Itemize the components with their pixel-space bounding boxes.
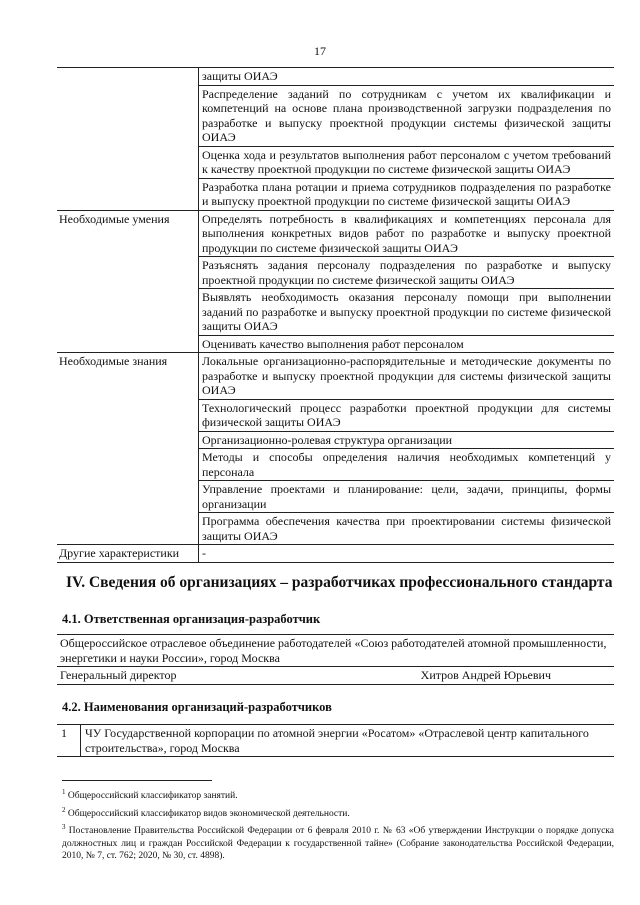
group-label: Необходимые знания bbox=[57, 353, 199, 544]
footnote: $^3$ Постановление Правительства Российской Федерации от 6 февраля 2010 г. № 63 «Об утверждении Инструкции о порядке допуска должностных лиц и граждан Российской Федерации к государственной тайне» (Собрание законодательства Российской Федерации, 2010, № 7, ст. 762; 2020, № 30, ст. 4898). bbox=[62, 823, 614, 862]
director-role: Генеральный директор bbox=[60, 668, 177, 682]
group-label: Другие характеристики bbox=[57, 545, 199, 562]
table-cell: Управление проектами и планирование: цели, задачи, принципы, формы организации bbox=[199, 480, 614, 512]
table-cell: Оценка хода и результатов выполнения работ персоналом с учетом требований к качеству проектной продукции по системе физической защиты ОИАЭ bbox=[199, 146, 614, 178]
section-title: IV. Сведения об организациях – разработчиках профессионального стандарта bbox=[66, 574, 613, 591]
footnote-mark: 1 bbox=[62, 788, 66, 796]
table-cell: Разработка плана ротации и приема сотрудников подразделения по разработке и выпуску проектной продукции по системе физической защиты ОИАЭ bbox=[199, 178, 614, 210]
footnote-mark: 3 bbox=[62, 823, 66, 832]
footnote-mark: 2 bbox=[62, 805, 66, 814]
footnote: $^2$ Общероссийский классификатор видов экономической деятельности. bbox=[62, 805, 350, 819]
table-cell: Локальные организационно-распорядительные и методические документы по разработке и выпуску проектной продукции для системы физической защиты ОИАЭ bbox=[202, 354, 611, 397]
table-cell: Оценивать качество выполнения работ персоналом bbox=[199, 335, 614, 353]
row-number: 1 bbox=[57, 725, 81, 756]
director-row bbox=[57, 666, 614, 684]
table-cell: Распределение заданий по сотрудникам с учетом их квалификации и компетенций на основе плана производственной загрузки подразделения по разработке и выпуску проектной продукции системы физической защиты ОИАЭ bbox=[199, 85, 614, 146]
footnote: $^1$ Общероссийский классификатор занятий. bbox=[62, 788, 238, 802]
page-number: 17 bbox=[314, 44, 326, 58]
table-cell: Программа обеспечения качества при проектировании системы физической защиты ОИАЭ bbox=[199, 512, 614, 544]
org-name: Общероссийское отраслевое объединение работодателей «Союз работодателей атомной промышленности, энергетики и науки России», город Москва bbox=[60, 636, 607, 665]
developer-orgs-table bbox=[57, 724, 614, 757]
table-group-other bbox=[57, 544, 614, 562]
group-label: Необходимые умения bbox=[57, 211, 199, 353]
director-name: Хитров Андрей Юрьевич bbox=[420, 668, 551, 682]
table-cell: Организационно-ролевая структура организации bbox=[199, 431, 614, 449]
table-group-skills bbox=[57, 210, 614, 353]
table-group-actions bbox=[57, 68, 614, 210]
footnote-divider bbox=[62, 780, 212, 781]
responsible-org-table bbox=[57, 634, 614, 685]
developer-org-name: ЧУ Государственной корпорации по атомной энергии «Росатом» «Отраслевой центр капитального строительства», город Москва bbox=[85, 726, 589, 755]
table-group-knowledge bbox=[57, 352, 614, 544]
table-cell: Разъяснять задания персоналу подразделения по разработке и выпуску проектной продукции по системе физической защиты ОИАЭ bbox=[199, 256, 614, 288]
table-cell: Методы и способы определения наличия необходимых компетенций у персонала bbox=[199, 448, 614, 480]
table-cell: Выявлять необходимость оказания персоналу помощи при выполнении заданий по разработке и выпуску проектной продукции по системе физической защиты ОИАЭ bbox=[199, 288, 614, 335]
footnotes bbox=[62, 786, 614, 864]
table-cell: - bbox=[202, 546, 206, 560]
table-cell: Технологический процесс разработки проектной продукции для системы физической защиты ОИАЭ bbox=[199, 399, 614, 431]
subsection-title-4-1: 4.1. Ответственная организация-разработчик bbox=[62, 612, 321, 626]
subsection-title-4-2: 4.2. Наименования организаций-разработчиков bbox=[62, 700, 332, 714]
skills-table bbox=[57, 67, 614, 563]
group-label bbox=[57, 68, 199, 210]
table-cell: защиты ОИАЭ bbox=[202, 69, 278, 83]
table-cell: Определять потребность в квалификациях и компетенциях персонала для выполнения конкретных видов работ по разработке и выпуску проектной продукции по системе физической защиты ОИАЭ bbox=[202, 211, 611, 255]
